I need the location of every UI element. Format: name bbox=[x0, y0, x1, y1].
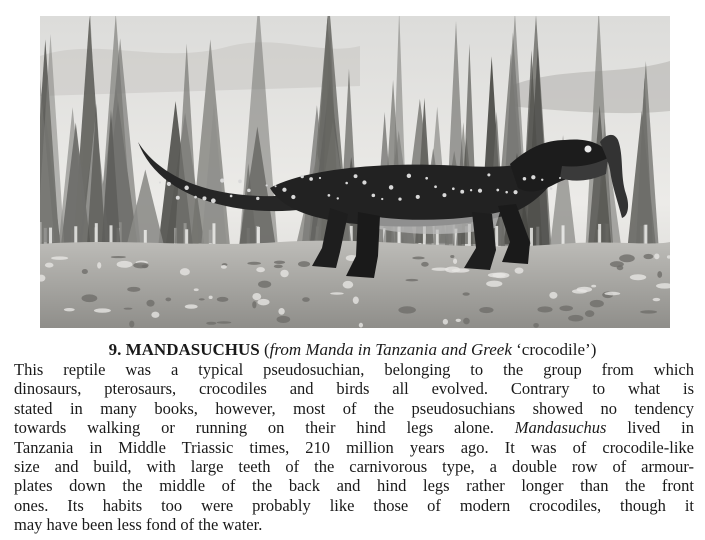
pebble bbox=[82, 269, 88, 274]
pebble bbox=[421, 262, 429, 267]
armour-spot bbox=[184, 186, 188, 190]
armour-spot bbox=[266, 184, 268, 186]
description-paragraph bbox=[14, 360, 694, 535]
mandasuchus-illustration bbox=[40, 16, 670, 328]
pebble bbox=[302, 297, 310, 302]
pebble bbox=[274, 265, 283, 269]
pebble bbox=[185, 304, 198, 308]
pebble bbox=[252, 301, 256, 308]
pebble bbox=[298, 261, 310, 267]
armour-spot bbox=[176, 196, 180, 200]
armour-spot bbox=[291, 195, 295, 199]
pebble bbox=[64, 308, 75, 311]
pebble bbox=[258, 281, 271, 288]
pebble bbox=[247, 262, 261, 265]
pebble bbox=[330, 292, 343, 295]
pebble bbox=[127, 287, 140, 292]
pebble bbox=[610, 261, 624, 267]
paragraph-line: stated in many books, however, most of the pseudosuchians showed no tendency bbox=[14, 398, 694, 418]
pebble bbox=[180, 268, 190, 275]
pebble bbox=[359, 323, 363, 328]
etymology-close: ) bbox=[590, 340, 597, 359]
pebble bbox=[277, 316, 291, 323]
pebble bbox=[604, 292, 620, 296]
armour-spot bbox=[407, 174, 411, 178]
armour-spot bbox=[354, 174, 358, 178]
pebble bbox=[643, 254, 653, 259]
figure-caption bbox=[0, 340, 705, 360]
armour-spot bbox=[220, 179, 224, 183]
pebble bbox=[252, 293, 261, 300]
etymology-open: ( bbox=[259, 340, 270, 359]
pebble bbox=[82, 294, 98, 302]
pebble bbox=[450, 255, 454, 258]
armour-spot bbox=[372, 194, 376, 198]
pebble bbox=[568, 315, 583, 322]
pebble bbox=[217, 321, 232, 324]
line-text-after: lived in bbox=[606, 418, 694, 438]
armour-spot bbox=[550, 187, 553, 190]
pebble bbox=[591, 285, 596, 288]
armour-spot bbox=[478, 189, 482, 193]
pebble bbox=[515, 268, 524, 274]
pebble bbox=[45, 263, 54, 268]
armour-spot bbox=[425, 177, 428, 180]
armour-spot bbox=[256, 197, 259, 200]
pebble bbox=[431, 267, 448, 270]
armour-spot bbox=[381, 198, 383, 200]
pebble bbox=[274, 261, 285, 264]
pebble bbox=[165, 297, 171, 301]
armour-spot bbox=[470, 189, 472, 191]
pebble bbox=[398, 306, 416, 313]
pebble bbox=[146, 300, 154, 307]
armour-spot bbox=[531, 175, 535, 179]
paragraph-line: ones. Its habits too were probably like those of modern crocodiles, though it bbox=[14, 495, 694, 515]
pebble bbox=[405, 279, 418, 282]
pebble bbox=[199, 298, 205, 300]
armour-spot bbox=[496, 189, 499, 192]
paragraph-line: size and build, with large teeth of the carnivorous type, a double row of armour- bbox=[14, 456, 694, 476]
armour-spot bbox=[559, 177, 561, 179]
pebble bbox=[456, 319, 461, 322]
armour-spot bbox=[541, 179, 543, 181]
pebble bbox=[463, 318, 470, 325]
armour-spot bbox=[238, 180, 242, 184]
pebble bbox=[280, 270, 288, 278]
paragraph-line: dinosaurs, pterosaurs, crocodiles and birds all evolved. Contrary to what is bbox=[14, 379, 694, 399]
pebble bbox=[151, 312, 159, 318]
armour-spot bbox=[345, 182, 348, 185]
figure-number: 9. bbox=[108, 340, 122, 359]
pebble bbox=[209, 296, 213, 299]
pebble bbox=[590, 300, 604, 307]
pebble bbox=[657, 271, 662, 278]
paragraph-line: plates down the middle of the back and hind legs rather longer than the front bbox=[14, 476, 694, 496]
ground bbox=[40, 241, 670, 328]
armour-spot bbox=[202, 196, 206, 200]
pebble bbox=[486, 281, 502, 287]
armour-spot bbox=[159, 181, 161, 183]
pebble bbox=[462, 292, 469, 295]
line-text: towards walking or running on their hind legs alone. bbox=[14, 418, 494, 438]
armour-spot bbox=[416, 195, 420, 199]
tree-trunk bbox=[212, 223, 215, 247]
pebble bbox=[533, 323, 539, 328]
armour-spot bbox=[452, 187, 455, 190]
armour-spot bbox=[362, 180, 366, 184]
pebble bbox=[194, 288, 199, 291]
paragraph-line bbox=[14, 418, 694, 437]
pebble bbox=[111, 256, 126, 258]
pebble bbox=[217, 297, 229, 302]
armour-spot bbox=[513, 190, 517, 194]
pebble bbox=[256, 267, 265, 272]
armour-spot bbox=[275, 185, 277, 187]
armour-spot bbox=[301, 175, 304, 178]
pebble bbox=[619, 254, 635, 262]
pebble bbox=[640, 310, 657, 313]
pebble bbox=[630, 274, 646, 280]
armour-spot bbox=[282, 188, 286, 192]
armour-spot bbox=[337, 197, 339, 199]
pebble bbox=[443, 319, 448, 325]
armour-spot bbox=[460, 190, 464, 194]
armour-spot bbox=[328, 194, 331, 197]
armour-spot bbox=[398, 197, 401, 200]
pebble bbox=[94, 308, 111, 312]
paragraph-line: may have been less fond of the water. bbox=[14, 515, 263, 535]
armour-spot bbox=[211, 198, 216, 203]
illustration-drawing bbox=[40, 16, 670, 328]
etymology-quote: ‘crocodile’ bbox=[516, 340, 591, 359]
pebble bbox=[654, 253, 659, 259]
pebble bbox=[51, 256, 68, 259]
paragraph-line: This reptile was a typical pseudosuchian, belonging to the group from which bbox=[14, 360, 694, 379]
pebble bbox=[412, 257, 425, 260]
pebble bbox=[488, 273, 506, 278]
armour-spot bbox=[523, 177, 527, 181]
pebble bbox=[221, 265, 227, 269]
pebble bbox=[129, 321, 134, 328]
armour-spot bbox=[167, 182, 171, 186]
armour-spot bbox=[505, 191, 508, 194]
pebble bbox=[117, 261, 133, 268]
pebble bbox=[585, 310, 594, 317]
pebble bbox=[653, 298, 660, 301]
pebble bbox=[353, 297, 359, 304]
pebble bbox=[559, 306, 573, 312]
pebble bbox=[206, 322, 216, 325]
pebble bbox=[97, 262, 101, 268]
pebble bbox=[124, 308, 133, 310]
etymology-text: from Manda in Tanzania and Greek bbox=[269, 340, 517, 359]
armour-spot bbox=[389, 185, 394, 190]
pebble bbox=[453, 258, 457, 263]
pebble bbox=[577, 287, 592, 292]
armour-spot bbox=[194, 196, 197, 199]
pebble bbox=[479, 307, 493, 313]
pebble bbox=[133, 262, 148, 268]
armour-spot bbox=[434, 185, 437, 188]
armour-spot bbox=[319, 177, 321, 179]
paragraph-line: Tanzania in Middle Triassic times, 210 million years ago. It was of crocodile-like bbox=[14, 437, 694, 457]
figure-name: MANDASUCHUS bbox=[125, 340, 260, 359]
pebble bbox=[257, 299, 269, 306]
pebble bbox=[537, 306, 552, 312]
armour-spot bbox=[309, 177, 313, 181]
pebble bbox=[549, 292, 557, 299]
genus-name: Mandasuchus bbox=[514, 418, 607, 438]
armour-spot bbox=[247, 189, 251, 193]
pebble bbox=[452, 268, 470, 272]
pebble bbox=[343, 281, 354, 289]
armour-spot bbox=[487, 173, 490, 176]
armour-spot bbox=[442, 193, 446, 197]
pebble bbox=[278, 308, 284, 315]
armour-spot bbox=[230, 195, 233, 198]
